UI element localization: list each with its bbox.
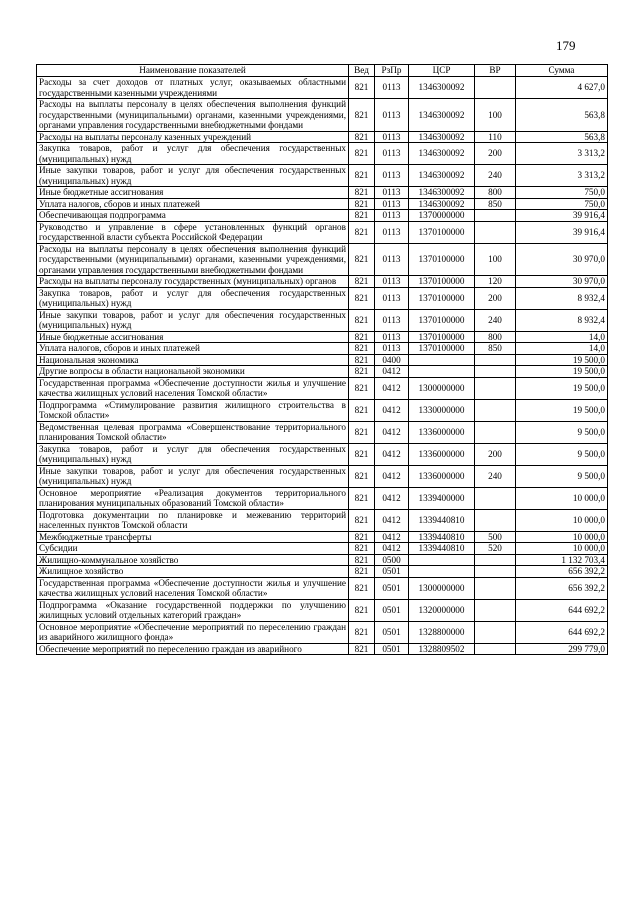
row-sum: 656 392,2 <box>516 577 608 599</box>
row-csr: 1339440810 <box>409 543 475 555</box>
row-csr: 1346300092 <box>409 99 475 132</box>
table-row <box>37 243 608 276</box>
row-name: Субсидии <box>37 543 349 555</box>
row-sum: 9 500,0 <box>516 421 608 443</box>
table-row <box>37 210 608 222</box>
row-vr: 120 <box>475 276 516 288</box>
row-vr: 100 <box>475 99 516 132</box>
table-row <box>37 343 608 355</box>
row-rzpr: 0113 <box>375 99 409 132</box>
row-csr: 1336000000 <box>409 443 475 465</box>
row-sum: 19 500,0 <box>516 366 608 378</box>
row-rzpr: 0113 <box>375 287 409 309</box>
row-csr: 1339440810 <box>409 531 475 543</box>
row-csr <box>409 566 475 578</box>
table-row <box>37 366 608 378</box>
row-sum: 563,8 <box>516 99 608 132</box>
row-name: Расходы на выплаты персоналу в целях обеспечения выполнения функций государственными (муниципальными) органами, казенными учреждениями, органами управления государственными внебюджетными фондами <box>37 99 349 132</box>
table-row <box>37 99 608 132</box>
row-sum: 9 500,0 <box>516 465 608 487</box>
row-ved: 821 <box>349 465 375 487</box>
row-ved: 821 <box>349 198 375 210</box>
row-ved: 821 <box>349 221 375 243</box>
table-row <box>37 643 608 655</box>
row-sum: 10 000,0 <box>516 531 608 543</box>
row-csr: 1370100000 <box>409 276 475 288</box>
column-header-csr: ЦСР <box>409 65 475 77</box>
row-sum: 563,8 <box>516 131 608 143</box>
row-name: Межбюджетные трансферты <box>37 531 349 543</box>
row-vr: 240 <box>475 165 516 187</box>
row-sum: 19 500,0 <box>516 354 608 366</box>
row-name: Жилищно-коммунальное хозяйство <box>37 554 349 566</box>
row-vr <box>475 366 516 378</box>
row-vr <box>475 509 516 531</box>
row-name: Уплата налогов, сборов и иных платежей <box>37 343 349 355</box>
row-name: Уплата налогов, сборов и иных платежей <box>37 198 349 210</box>
row-ved: 821 <box>349 599 375 621</box>
column-header-sum: Сумма <box>516 65 608 77</box>
row-ved: 821 <box>349 309 375 331</box>
row-name: Государственная программа «Обеспечение доступности жилья и улучшение качества жилищных условий населения Томской области» <box>37 377 349 399</box>
row-name: Иные закупки товаров, работ и услуг для обеспечения государственных (муниципальных) нужд <box>37 309 349 331</box>
row-csr: 1300000000 <box>409 377 475 399</box>
row-vr <box>475 599 516 621</box>
row-name: Жилищное хозяйство <box>37 566 349 578</box>
table-row <box>37 187 608 199</box>
row-vr: 800 <box>475 331 516 343</box>
row-sum: 9 500,0 <box>516 443 608 465</box>
row-vr <box>475 643 516 655</box>
row-name: Иные бюджетные ассигнования <box>37 331 349 343</box>
row-rzpr: 0113 <box>375 187 409 199</box>
row-csr: 1370100000 <box>409 309 475 331</box>
row-csr: 1328809502 <box>409 643 475 655</box>
row-rzpr: 0113 <box>375 243 409 276</box>
row-sum: 30 970,0 <box>516 276 608 288</box>
row-csr: 1370100000 <box>409 221 475 243</box>
table-body <box>37 77 608 655</box>
row-name: Иные бюджетные ассигнования <box>37 187 349 199</box>
row-name: Национальная экономика <box>37 354 349 366</box>
row-ved: 821 <box>349 509 375 531</box>
row-rzpr: 0412 <box>375 366 409 378</box>
row-csr: 1336000000 <box>409 465 475 487</box>
row-vr: 200 <box>475 287 516 309</box>
row-rzpr: 0412 <box>375 531 409 543</box>
row-sum: 30 970,0 <box>516 243 608 276</box>
row-csr: 1320000000 <box>409 599 475 621</box>
row-rzpr: 0113 <box>375 131 409 143</box>
row-vr: 850 <box>475 198 516 210</box>
row-rzpr: 0113 <box>375 210 409 222</box>
row-rzpr: 0412 <box>375 421 409 443</box>
table-row <box>37 566 608 578</box>
table-row <box>37 165 608 187</box>
row-sum: 8 932,4 <box>516 287 608 309</box>
row-sum: 750,0 <box>516 187 608 199</box>
row-rzpr: 0501 <box>375 621 409 643</box>
row-sum: 3 313,2 <box>516 143 608 165</box>
row-name: Расходы на выплаты персоналу в целях обеспечения выполнения функций государственными (муниципальными) органами, казенными учреждениями, органами управления государственными внебюджетными фондами <box>37 243 349 276</box>
table-row <box>37 198 608 210</box>
row-name: Расходы на выплаты персоналу казенных учреждений <box>37 131 349 143</box>
row-name: Закупка товаров, работ и услуг для обеспечения государственных (муниципальных) нужд <box>37 143 349 165</box>
table-row <box>37 443 608 465</box>
row-sum: 644 692,2 <box>516 621 608 643</box>
table-row <box>37 465 608 487</box>
table-row <box>37 221 608 243</box>
row-csr: 1300000000 <box>409 577 475 599</box>
row-ved: 821 <box>349 621 375 643</box>
row-vr <box>475 377 516 399</box>
row-rzpr: 0113 <box>375 165 409 187</box>
row-vr: 520 <box>475 543 516 555</box>
row-csr: 1370100000 <box>409 243 475 276</box>
row-vr: 500 <box>475 531 516 543</box>
row-sum: 14,0 <box>516 331 608 343</box>
row-vr: 240 <box>475 309 516 331</box>
row-sum: 644 692,2 <box>516 599 608 621</box>
row-ved: 821 <box>349 287 375 309</box>
row-csr: 1328800000 <box>409 621 475 643</box>
table-row <box>37 621 608 643</box>
row-name: Иные закупки товаров, работ и услуг для обеспечения государственных (муниципальных) нужд <box>37 165 349 187</box>
row-rzpr: 0400 <box>375 354 409 366</box>
row-csr: 1330000000 <box>409 399 475 421</box>
row-ved: 821 <box>349 377 375 399</box>
row-vr: 110 <box>475 131 516 143</box>
row-csr: 1346300092 <box>409 187 475 199</box>
row-rzpr: 0412 <box>375 465 409 487</box>
row-vr <box>475 487 516 509</box>
row-rzpr: 0412 <box>375 399 409 421</box>
row-sum: 299 779,0 <box>516 643 608 655</box>
row-sum: 3 313,2 <box>516 165 608 187</box>
row-rzpr: 0113 <box>375 143 409 165</box>
table-row <box>37 77 608 99</box>
row-csr: 1346300092 <box>409 198 475 210</box>
row-ved: 821 <box>349 210 375 222</box>
row-ved: 821 <box>349 399 375 421</box>
row-sum: 656 392,2 <box>516 566 608 578</box>
row-sum: 8 932,4 <box>516 309 608 331</box>
row-csr <box>409 366 475 378</box>
row-sum: 10 000,0 <box>516 509 608 531</box>
row-sum: 39 916,4 <box>516 221 608 243</box>
row-ved: 821 <box>349 443 375 465</box>
row-ved: 821 <box>349 243 375 276</box>
row-rzpr: 0113 <box>375 331 409 343</box>
table-row <box>37 543 608 555</box>
row-ved: 821 <box>349 366 375 378</box>
row-ved: 821 <box>349 131 375 143</box>
row-csr: 1346300092 <box>409 143 475 165</box>
row-ved: 821 <box>349 577 375 599</box>
row-ved: 821 <box>349 143 375 165</box>
row-sum: 10 000,0 <box>516 543 608 555</box>
row-csr <box>409 554 475 566</box>
row-vr <box>475 210 516 222</box>
column-header-vr: ВР <box>475 65 516 77</box>
row-ved: 821 <box>349 99 375 132</box>
row-ved: 821 <box>349 331 375 343</box>
row-sum: 19 500,0 <box>516 377 608 399</box>
row-name: Иные закупки товаров, работ и услуг для обеспечения государственных (муниципальных) нужд <box>37 465 349 487</box>
row-rzpr: 0500 <box>375 554 409 566</box>
row-vr: 200 <box>475 443 516 465</box>
row-name: Обеспечение мероприятий по переселению граждан из аварийного <box>37 643 349 655</box>
row-ved: 821 <box>349 566 375 578</box>
table-row <box>37 276 608 288</box>
row-vr: 100 <box>475 243 516 276</box>
row-csr: 1370100000 <box>409 343 475 355</box>
row-name: Государственная программа «Обеспечение доступности жилья и улучшение качества жилищных условий населения Томской области» <box>37 577 349 599</box>
row-rzpr: 0501 <box>375 566 409 578</box>
row-sum: 750,0 <box>516 198 608 210</box>
table-row <box>37 599 608 621</box>
row-rzpr: 0501 <box>375 577 409 599</box>
row-vr <box>475 354 516 366</box>
row-csr: 1336000000 <box>409 421 475 443</box>
row-ved: 821 <box>349 165 375 187</box>
row-csr: 1370100000 <box>409 331 475 343</box>
budget-table <box>36 64 608 655</box>
row-rzpr: 0113 <box>375 77 409 99</box>
row-name: Руководство и управление в сфере установленных функций органов государственной власти субъекта Российской Федерации <box>37 221 349 243</box>
row-sum: 4 627,0 <box>516 77 608 99</box>
row-rzpr: 0412 <box>375 377 409 399</box>
row-name: Подпрограмма «Оказание государственной поддержки по улучшению жилищных условий отдельных категорий граждан» <box>37 599 349 621</box>
row-sum: 14,0 <box>516 343 608 355</box>
table-row <box>37 143 608 165</box>
row-csr: 1370100000 <box>409 287 475 309</box>
row-csr: 1346300092 <box>409 165 475 187</box>
table-row <box>37 554 608 566</box>
table-row <box>37 399 608 421</box>
row-ved: 821 <box>349 276 375 288</box>
row-ved: 821 <box>349 643 375 655</box>
row-rzpr: 0113 <box>375 221 409 243</box>
row-csr <box>409 354 475 366</box>
row-vr: 200 <box>475 143 516 165</box>
column-header-rzpr: РзПр <box>375 65 409 77</box>
row-rzpr: 0113 <box>375 276 409 288</box>
row-name: Закупка товаров, работ и услуг для обеспечения государственных (муниципальных) нужд <box>37 443 349 465</box>
row-vr <box>475 577 516 599</box>
row-vr <box>475 421 516 443</box>
column-header-name: Наименование показателей <box>37 65 349 77</box>
row-ved: 821 <box>349 354 375 366</box>
table-row <box>37 421 608 443</box>
row-name: Подпрограмма «Стимулирование развития жилищного строительства в Томской области» <box>37 399 349 421</box>
row-vr <box>475 554 516 566</box>
row-name: Другие вопросы в области национальной экономики <box>37 366 349 378</box>
row-ved: 821 <box>349 531 375 543</box>
row-sum: 1 132 703,4 <box>516 554 608 566</box>
row-vr <box>475 221 516 243</box>
row-name: Расходы за счет доходов от платных услуг, оказываемых областными государственными казенными учреждениями <box>37 77 349 99</box>
row-csr: 1346300092 <box>409 131 475 143</box>
row-name: Ведомственная целевая программа «Совершенствование территориального планирования Томской области» <box>37 421 349 443</box>
row-vr <box>475 566 516 578</box>
row-ved: 821 <box>349 487 375 509</box>
row-name: Основное мероприятие «Реализация документов территориального планирования муниципальных образований Томской области» <box>37 487 349 509</box>
row-sum: 10 000,0 <box>516 487 608 509</box>
row-rzpr: 0412 <box>375 509 409 531</box>
row-rzpr: 0412 <box>375 443 409 465</box>
table-row <box>37 131 608 143</box>
row-csr: 1346300092 <box>409 77 475 99</box>
row-rzpr: 0113 <box>375 309 409 331</box>
row-ved: 821 <box>349 77 375 99</box>
row-vr <box>475 621 516 643</box>
row-name: Закупка товаров, работ и услуг для обеспечения государственных (муниципальных) нужд <box>37 287 349 309</box>
row-vr <box>475 399 516 421</box>
table-row <box>37 487 608 509</box>
table-row <box>37 509 608 531</box>
row-rzpr: 0412 <box>375 487 409 509</box>
table-header-row <box>37 65 608 77</box>
page-number: 179 <box>556 38 576 53</box>
table-row <box>37 354 608 366</box>
row-vr: 240 <box>475 465 516 487</box>
row-ved: 821 <box>349 187 375 199</box>
table-row <box>37 577 608 599</box>
row-rzpr: 0501 <box>375 643 409 655</box>
table-row <box>37 287 608 309</box>
table-row <box>37 377 608 399</box>
row-rzpr: 0412 <box>375 543 409 555</box>
row-ved: 821 <box>349 543 375 555</box>
row-sum: 39 916,4 <box>516 210 608 222</box>
row-vr: 850 <box>475 343 516 355</box>
row-name: Обеспечивающая подпрограмма <box>37 210 349 222</box>
table-row <box>37 309 608 331</box>
row-vr <box>475 77 516 99</box>
row-rzpr: 0113 <box>375 198 409 210</box>
row-csr: 1339440810 <box>409 509 475 531</box>
row-ved: 821 <box>349 421 375 443</box>
row-sum: 19 500,0 <box>516 399 608 421</box>
row-name: Подготовка документации по планировке и межеванию территорий населенных пунктов Томской области <box>37 509 349 531</box>
table-row <box>37 331 608 343</box>
row-name: Расходы на выплаты персоналу государственных (муниципальных) органов <box>37 276 349 288</box>
row-rzpr: 0501 <box>375 599 409 621</box>
row-csr: 1339400000 <box>409 487 475 509</box>
table-row <box>37 531 608 543</box>
row-vr: 800 <box>475 187 516 199</box>
row-rzpr: 0113 <box>375 343 409 355</box>
row-ved: 821 <box>349 554 375 566</box>
column-header-ved: Вед <box>349 65 375 77</box>
row-csr: 1370000000 <box>409 210 475 222</box>
row-name: Основное мероприятие «Обеспечение мероприятий по переселению граждан из аварийного жилищного фонда» <box>37 621 349 643</box>
row-ved: 821 <box>349 343 375 355</box>
